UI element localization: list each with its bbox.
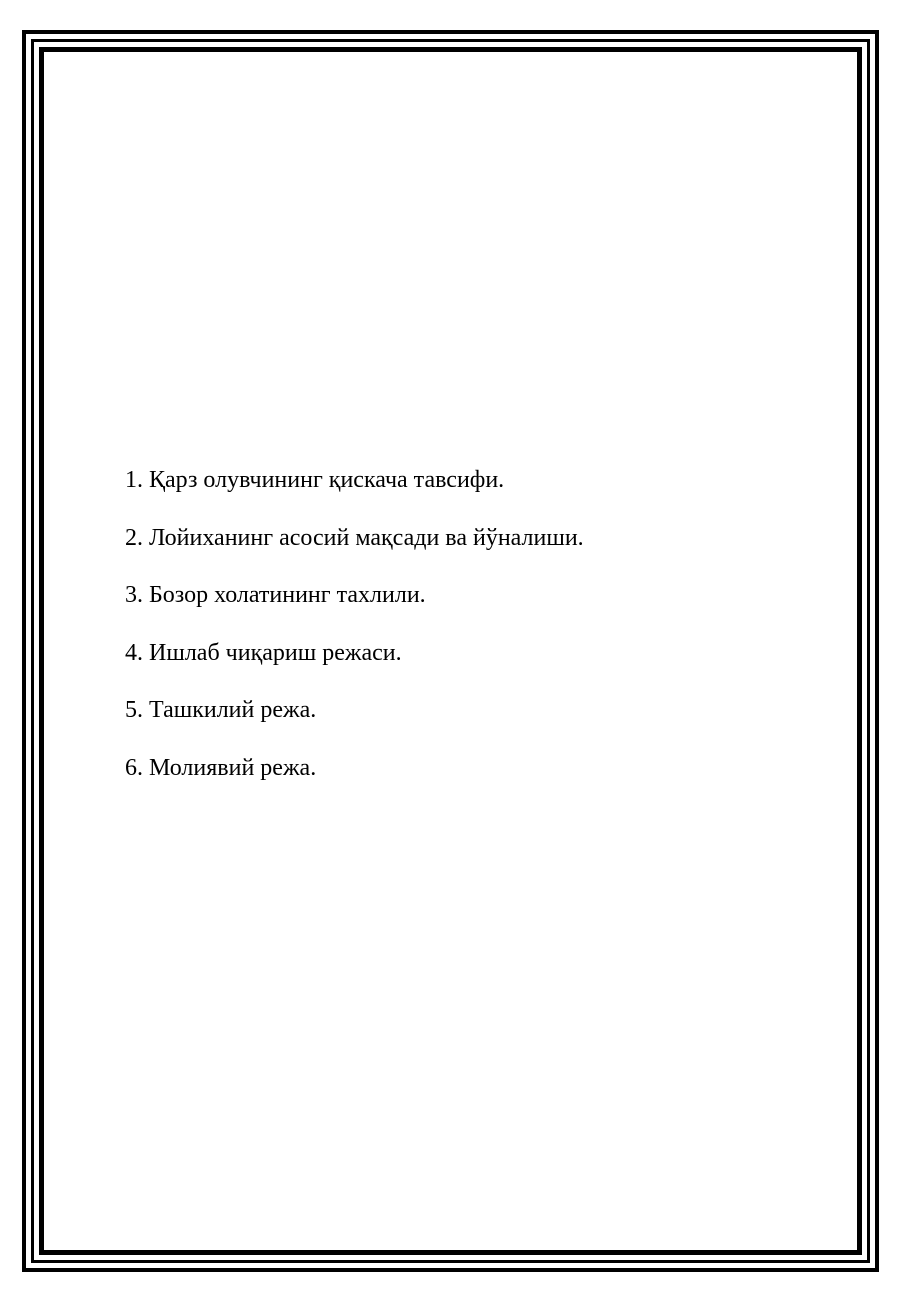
item-number: 1. xyxy=(125,467,143,493)
item-text: Ишлаб чиқариш режаси. xyxy=(149,639,402,666)
item-number: 4. xyxy=(125,639,143,666)
list-item xyxy=(125,753,825,783)
list-item xyxy=(125,465,825,495)
contents-list xyxy=(125,465,825,810)
item-text: Бозор холатининг тахлили. xyxy=(149,582,426,608)
item-number: 6. xyxy=(125,754,143,781)
item-text: Лойиханинг асосий мақсади ва йўналиши. xyxy=(149,524,584,551)
item-text: Молиявий режа. xyxy=(149,754,317,781)
item-text: Ташкилий режа. xyxy=(149,697,317,723)
list-item xyxy=(125,580,825,610)
list-item xyxy=(125,638,825,668)
item-number: 2. xyxy=(125,524,143,551)
item-text: Қарз олувчининг қискача тавсифи. xyxy=(149,467,505,493)
item-number: 3. xyxy=(125,582,143,608)
list-item xyxy=(125,695,825,725)
item-number: 5. xyxy=(125,697,143,723)
list-item xyxy=(125,523,825,553)
